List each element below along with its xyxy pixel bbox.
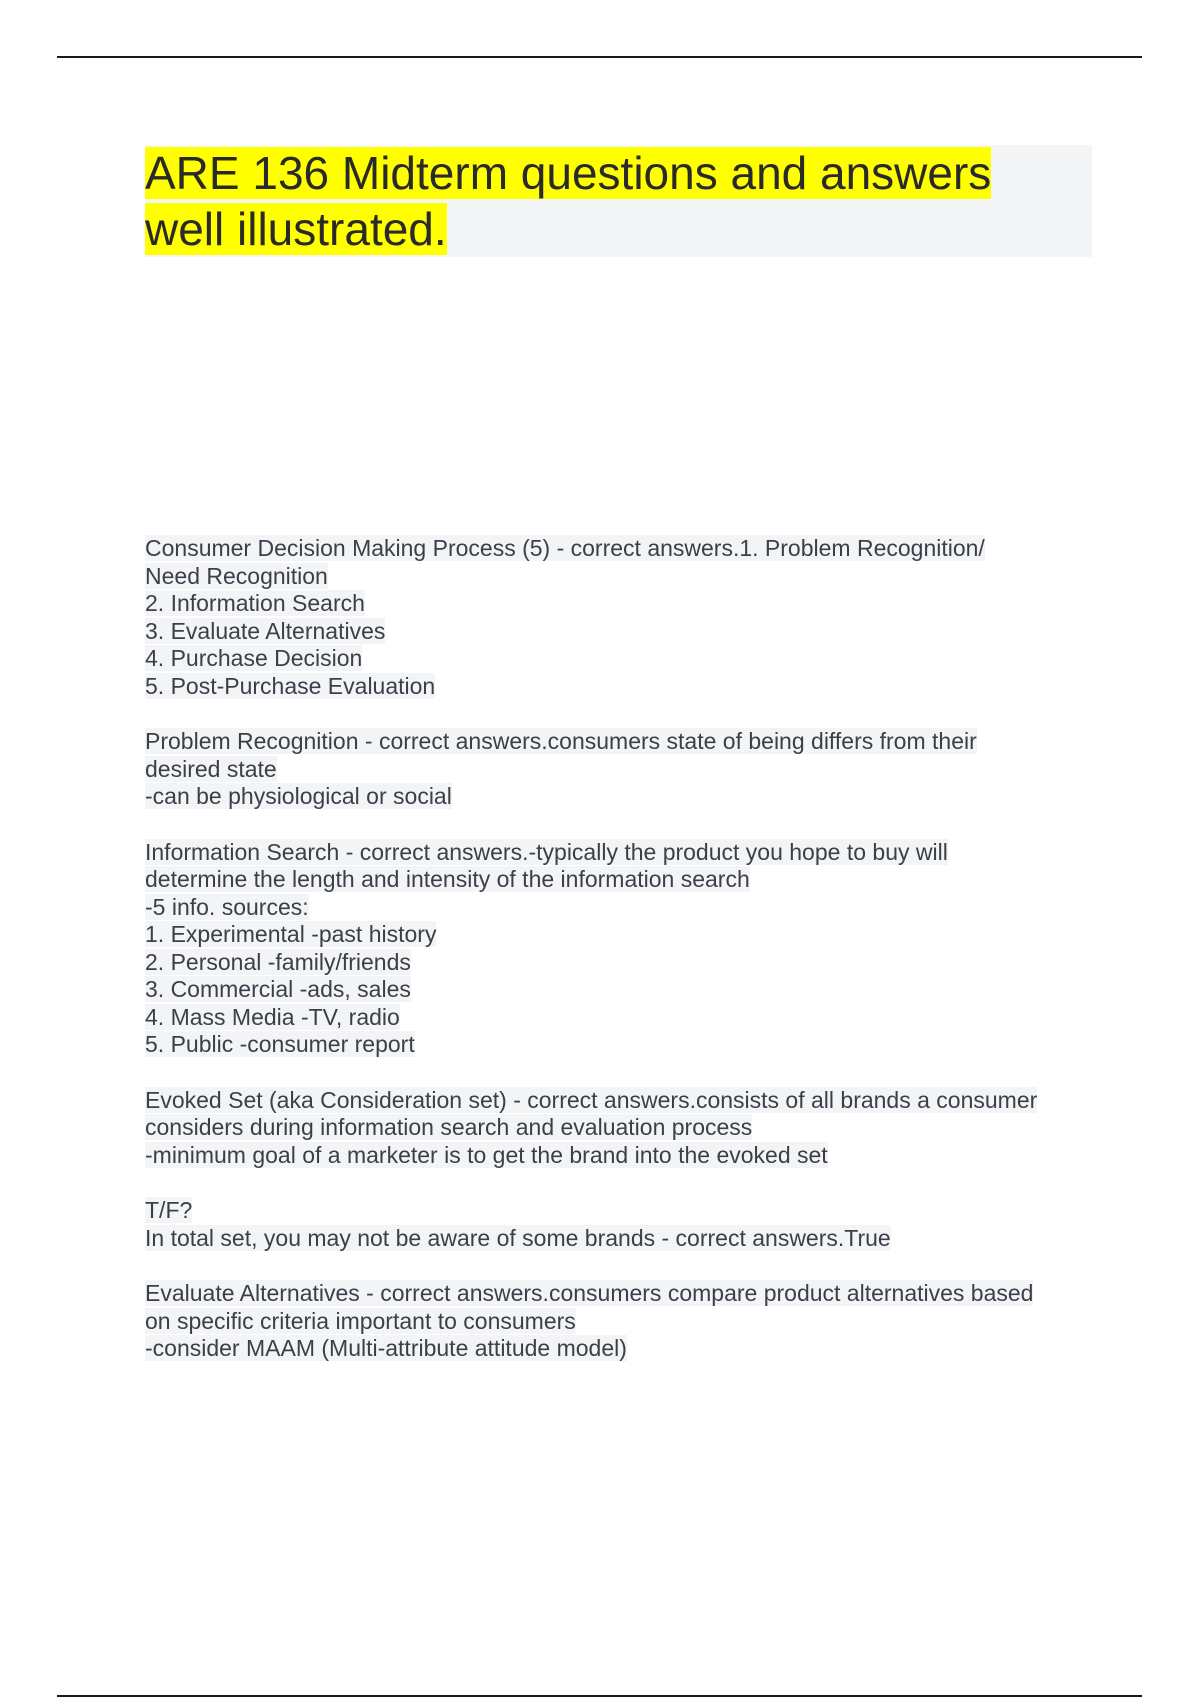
qa-entry [145,728,1095,811]
bottom-rule [57,1695,1142,1697]
entry-line: -consider MAAM (Multi-attribute attitude model) [145,1335,627,1361]
entry-line: determine the length and intensity of the information search [145,866,750,892]
entry-line: 1. Experimental -past history [145,921,437,947]
entry-line: -minimum goal of a marketer is to get the brand into the evoked set [145,1141,828,1168]
top-rule [57,56,1142,58]
entry-line: 2. Personal -family/friends [145,948,411,975]
entry-line: T/F? [145,1197,193,1223]
entry-line: Problem Recognition - correct answers.consumers state of being differs from their [145,728,977,754]
entry-line: Evaluate Alternatives - correct answers.consumers compare product alternatives based [145,1280,1034,1306]
entry-line: Consumer Decision Making Process (5) - correct answers.1. Problem Recognition/ [145,535,985,561]
entry-line: desired state [145,755,277,782]
qa-entry [145,535,1095,700]
qa-entry [145,1197,1095,1252]
qa-entry [145,1087,1095,1170]
entry-line: 5. Public -consumer report [145,1031,415,1057]
entry-line: 4. Purchase Decision [145,645,363,671]
title-line-2: well illustrated. [145,203,447,255]
entry-line: -can be physiological or social [145,783,452,809]
entry-line: Need Recognition [145,562,328,589]
entry-line: 4. Mass Media -TV, radio [145,1003,400,1030]
entry-line: Information Search - correct answers.-typically the product you hope to buy will [145,838,948,865]
entry-line: 3. Evaluate Alternatives [145,617,386,644]
entry-line: -5 info. sources: [145,893,309,920]
title-block [145,145,1092,257]
qa-entry [145,1280,1095,1363]
entry-line: considers during information search and evaluation process [145,1114,753,1140]
document-title [145,145,1092,257]
qa-content [145,535,1095,1391]
entry-line: 2. Information Search [145,590,365,616]
entry-line: 3. Commercial -ads, sales [145,976,411,1002]
entry-line: on specific criteria important to consumers [145,1307,576,1334]
entry-line: 5. Post-Purchase Evaluation [145,672,436,699]
entry-line: In total set, you may not be aware of some brands - correct answers.True [145,1224,891,1251]
entry-line: Evoked Set (aka Consideration set) - correct answers.consists of all brands a consumer [145,1086,1038,1113]
qa-entry [145,839,1095,1059]
title-line-1: ARE 136 Midterm questions and answers [145,147,992,199]
